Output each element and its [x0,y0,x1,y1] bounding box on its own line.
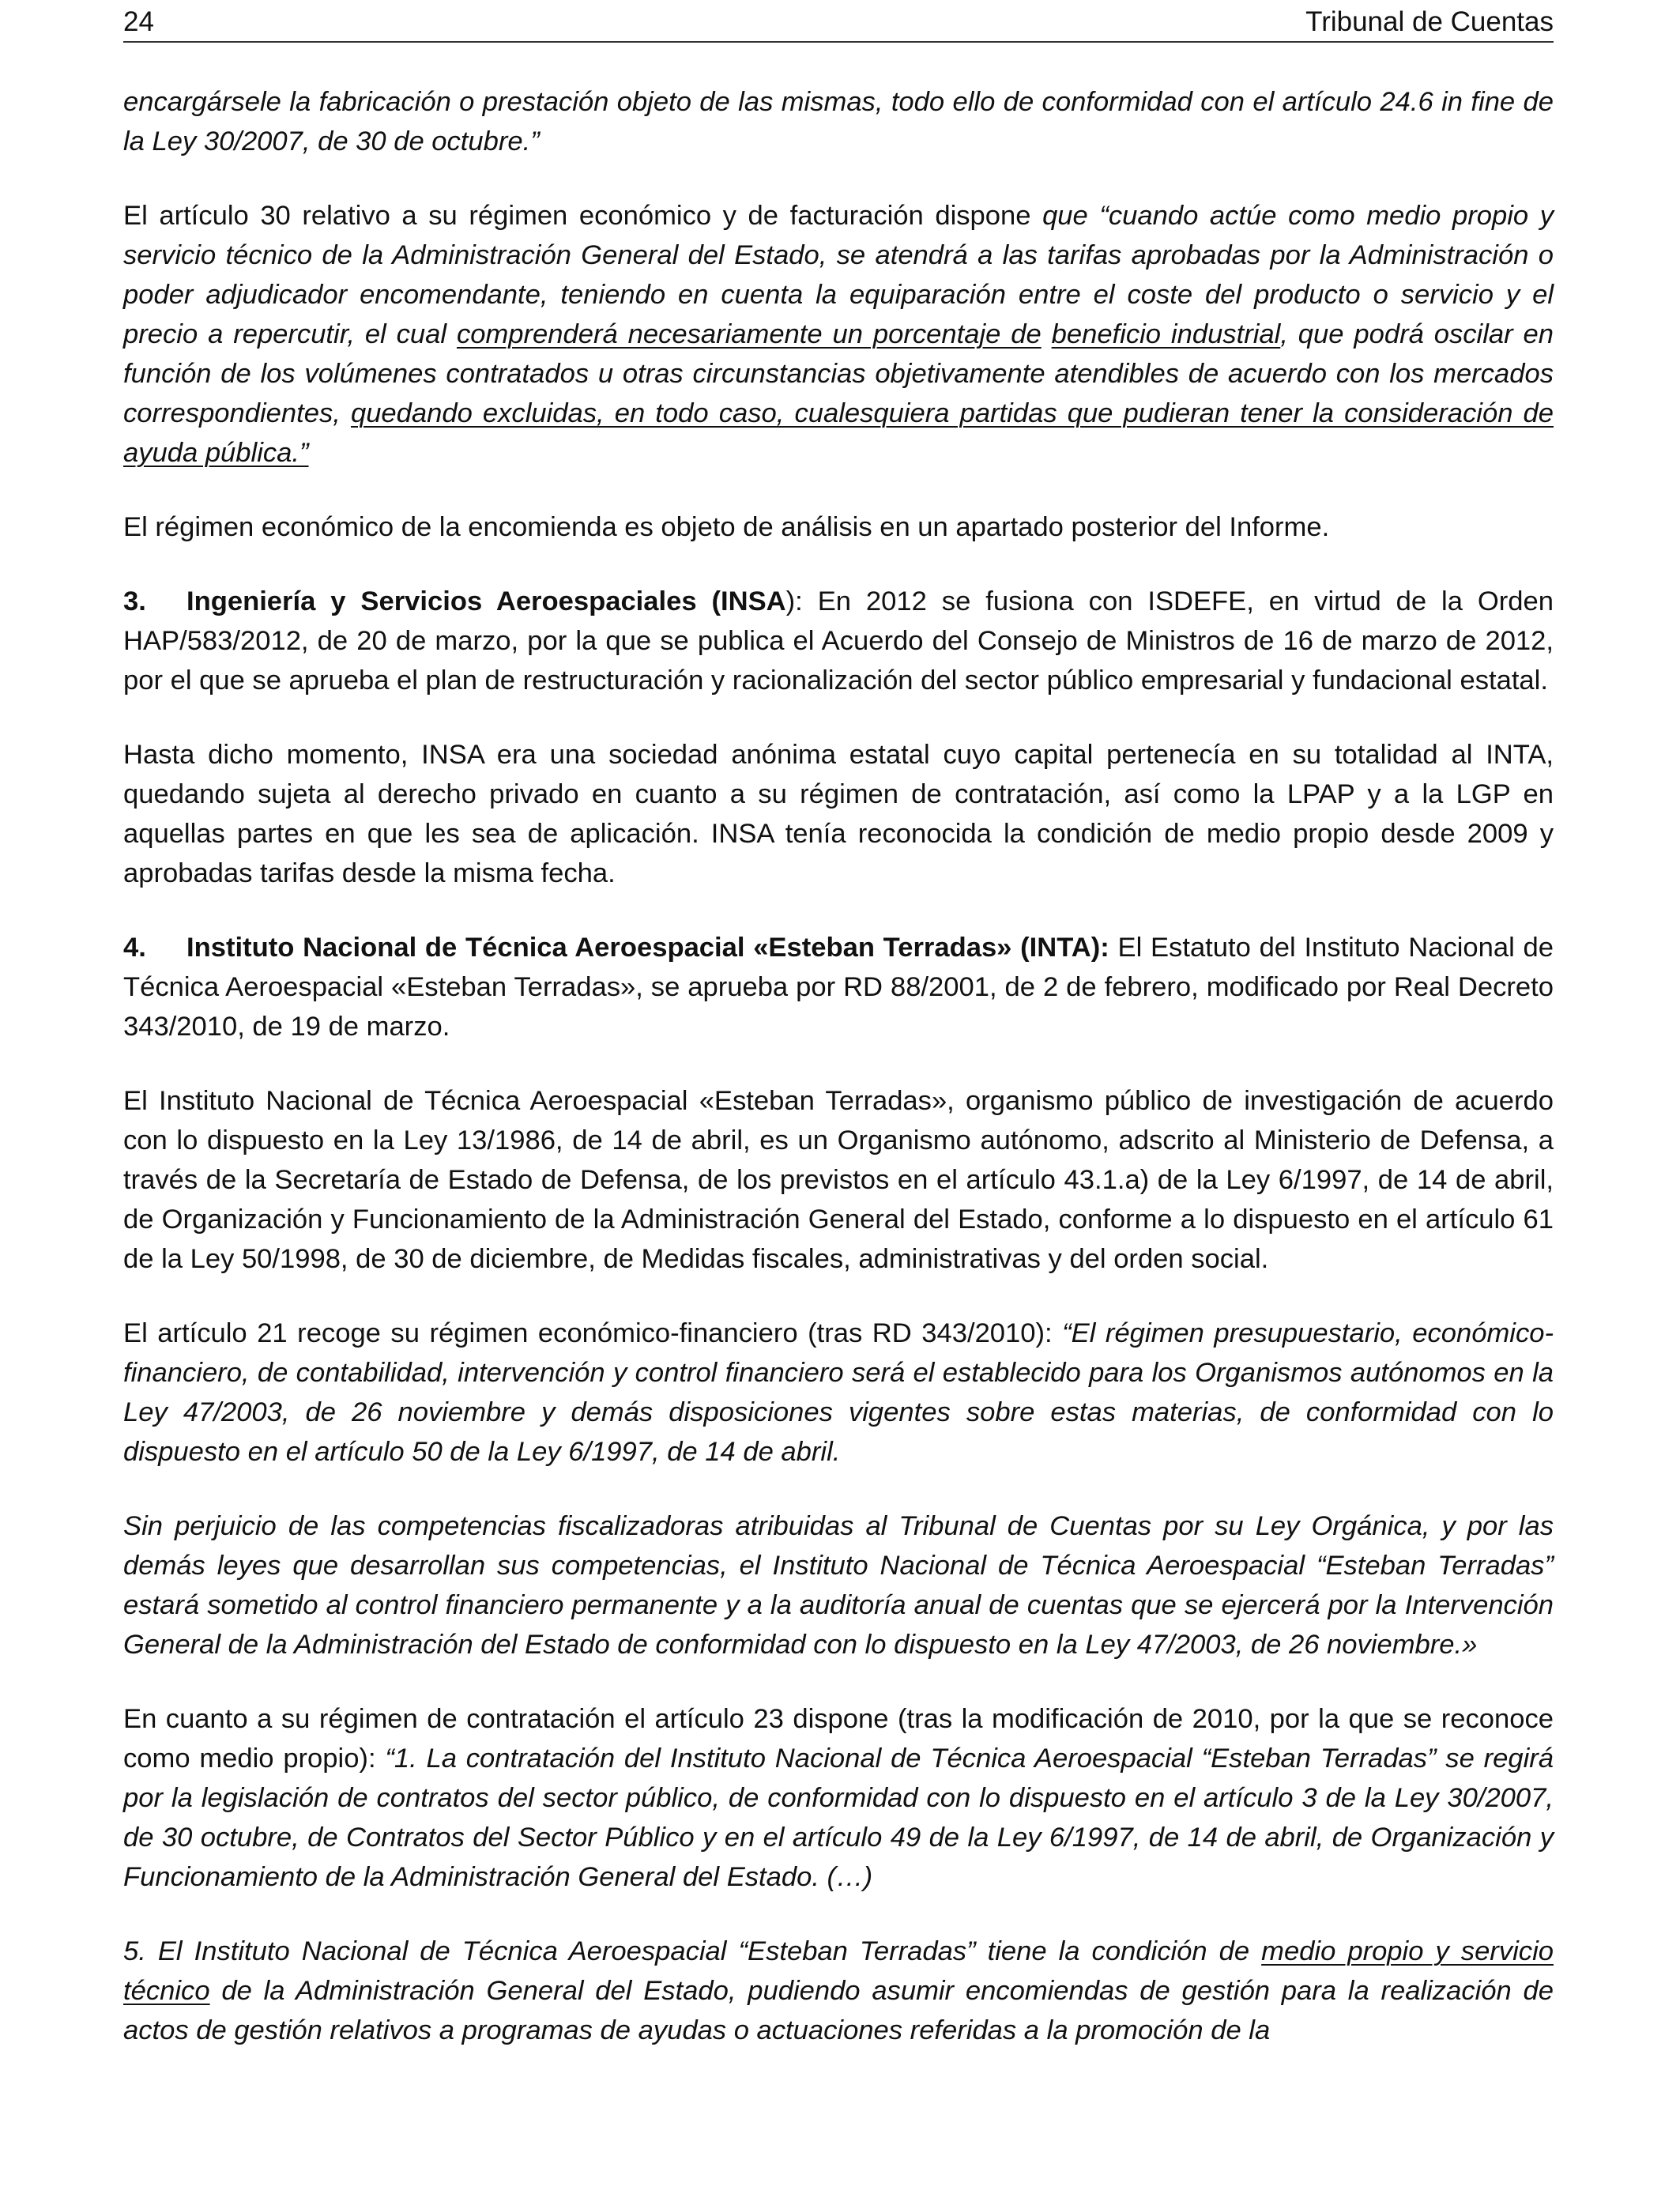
paragraph-medio-propio [123,1932,1554,2050]
running-title: Tribunal de Cuentas [1305,6,1554,37]
section-4-inta [123,928,1554,1046]
page-header [123,3,1554,43]
quote-text: encargársele la fabricación o prestación objeto de las mismas, todo ello de conformidad con el artículo 24.6 in fine de la Ley 30/2007, de 30 de octubre.” [123,87,1554,156]
paragraph-insa-history [123,735,1554,893]
paragraph-text: El régimen económico de la encomienda es objeto de análisis en un apartado posterior del Informe. [123,512,1330,542]
quote-text: “El régimen presupuestario, económico-financiero, de contabilidad, intervención y control financiero será el establecido para los Organismos autónomos en la Ley 47/2003, de 26 noviembre y demás disposiciones vigentes sobre estas materias, de conformidad con lo dispuesto en el artículo 50 de la Ley 6/1997, de 14 de abril. [123,1318,1554,1467]
paragraph-text: El artículo 21 recoge su régimen económico-financiero (tras RD 343/2010): [123,1318,1063,1348]
paragraph-text: El Instituto Nacional de Técnica Aeroespacial «Esteban Terradas», organismo público de investigación de acuerdo con lo dispuesto en la Ley 13/1986, de 14 de abril, es un Organismo autónomo, adscrito al Ministerio de Defensa, a través de la Secretaría de Estado de Defensa, de los previstos en el artículo 43.1.a) de la Ley 6/1997, de 14 de abril, de Organización y Funcionamiento de la Administración General del Estado, conforme a lo dispuesto en el artículo 61 de la Ley 50/1998, de 30 de diciembre, de Medidas fiscales, administrativas y del orden social. [123,1086,1554,1274]
paragraph-article-23 [123,1699,1554,1897]
underlined-quote-text: beneficio industrial [1051,319,1281,349]
quote-text: 5. El Instituto Nacional de Técnica Aeroespacial “Esteban Terradas” tiene la condición de [123,1936,1262,1966]
quote-text: “cuando actúe como medio propio y servicio técnico de la Administración General del Estado, se atendrá a las tarifas aprobadas por la Administración o poder adjudicador encomendante, teniendo en cuenta la equiparación entre el coste del producto o servicio y el precio a repercutir, el cual [123,201,1554,349]
section-number: 3. [123,586,146,616]
quote-text: , que podrá oscilar en función de los volúmenes contratados u otras circunstancias objetivamente atendibles de acuerdo con los mercados correspondientes, [123,319,1554,428]
underlined-quote-text: medio propio y servicio técnico [123,1936,1554,2006]
paragraph-text: El artículo 30 relativo a su régimen económico y de facturación dispone [123,201,1043,231]
quote-text: que [1042,201,1088,231]
quote-text: “1. La contratación del Instituto Nacional de Técnica Aeroespacial “Esteban Terradas” se regirá por la legislación de contratos del sector público, de conformidad con lo dispuesto en el artículo 3 de la Ley 30/2007, de 30 octubre, de Contratos del Sector Público y en el artículo 49 de la Ley 6/1997, de 14 de abril, de Organización y Funcionamiento de la Administración General del Estado. (…) [123,1744,1554,1892]
paragraph-control-financiero [123,1506,1554,1664]
page-number: 24 [123,6,154,37]
paragraph-quote-continuation [123,82,1554,161]
section-heading: Instituto Nacional de Técnica Aeroespacial «Esteban Terradas» (INTA): [186,933,1109,963]
section-heading: Ingeniería y Servicios Aeroespaciales (INSA [186,586,786,616]
paragraph-text: ): En 2012 se fusiona con ISDEFE, en virtud de la Orden HAP/583/2012, de 20 de marzo, por la que se publica el Acuerdo del Consejo de Ministros de 16 de marzo de 2012, por el que se aprueba el plan de restructuración y racionalización del sector público empresarial y fundacional estatal. [123,586,1554,696]
paragraph-inta-description [123,1081,1554,1279]
underlined-quote-text: quedando excluidas, en todo caso, cualesquiera partidas que pudieran tener la consideración de ayuda pública.” [123,398,1554,468]
section-3-insa [123,582,1554,700]
paragraph-text: Hasta dicho momento, INSA era una sociedad anónima estatal cuyo capital pertenecía en su totalidad al INTA, quedando sujeta al derecho privado en cuanto a su régimen de contratación, así como la LPAP y a la LGP en aquellas partes en que les sea de aplicación. INSA tenía reconocida la condición de medio propio desde 2009 y aprobadas tarifas desde la misma fecha. [123,740,1554,888]
paragraph-text: En cuanto a su régimen de contratación el artículo 23 dispone (tras la modificación de 2010, por la que se reconoce como medio propio): [123,1704,1554,1774]
paragraph-article-30 [123,196,1554,473]
section-number: 4. [123,933,146,963]
quote-text: Sin perjuicio de las competencias fiscalizadoras atribuidas al Tribunal de Cuentas por su Ley Orgánica, y por las demás leyes que desarrollan sus competencias, el Instituto Nacional de Técnica Aeroespacial “Esteban Terradas” estará sometido al control financiero permanente y a la auditoría anual de cuentas que se ejercerá por la Intervención General de la Administración del Estado de conformidad con lo dispuesto en la Ley 47/2003, de 26 noviembre.» [123,1511,1554,1660]
paragraph-article-21 [123,1314,1554,1472]
quote-text: de la Administración General del Estado, pudiendo asumir encomiendas de gestión para la realización de actos de gestión relativos a programas de ayudas o actuaciones referidas a la promoción de la [123,1976,1554,2045]
underlined-quote-text: comprenderá necesariamente un porcentaje de [456,319,1042,349]
quote-text [1042,319,1052,349]
paragraph-regimen-economico [123,507,1554,547]
paragraph-text: El Estatuto del Instituto Nacional de Técnica Aeroespacial «Esteban Terradas», se aprueba por RD 88/2001, de 2 de febrero, modificado por Real Decreto 343/2010, de 19 de marzo. [123,933,1554,1042]
document-body [123,82,1554,2050]
